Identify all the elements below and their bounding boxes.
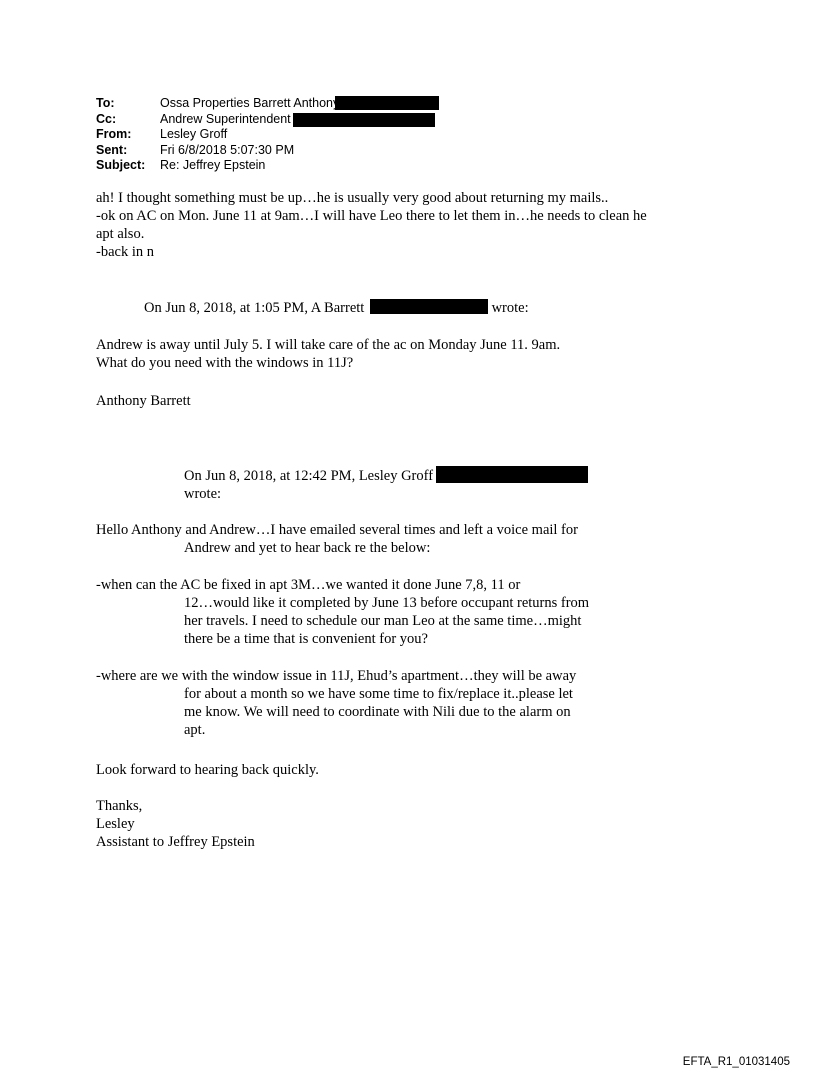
quote-line: there be a time that is convenient for you? (184, 631, 428, 647)
subject-row (96, 158, 439, 174)
attribution-text: On Jun 8, 2018, at 1:05 PM, A Barrett (144, 300, 365, 316)
quote1-body (96, 336, 560, 372)
quote1-signature: Anthony Barrett (96, 393, 191, 409)
quote2-attribution (184, 466, 588, 503)
reply-line: apt also. (96, 226, 145, 242)
to-label: To: (96, 96, 115, 110)
signature-thanks: Thanks, (96, 798, 143, 814)
redaction-box (436, 466, 588, 483)
subject-value: Re: Jeffrey Epstein (160, 158, 266, 172)
quote2-greeting (96, 521, 578, 557)
quote-line: What do you need with the windows in 11J? (96, 355, 354, 371)
from-label: From: (96, 127, 132, 141)
cc-value: Andrew Superintendent (160, 111, 291, 126)
quote-line: Andrew and yet to hear back re the below: (184, 540, 431, 556)
quote-line: -when can the AC be fixed in apt 3M…we wanted it done June 7,8, 11 or (96, 577, 521, 593)
quote2-ac-paragraph (96, 576, 589, 648)
reply-line: ah! I thought something must be up…he is usually very good about returning my mails.. (96, 190, 609, 206)
to-row (96, 96, 439, 112)
quote-line: Hello Anthony and Andrew…I have emailed several times and left a voice mail for (96, 522, 578, 538)
quote-line: apt. (184, 722, 206, 738)
subject-label: Subject: (96, 158, 146, 172)
reply-body (96, 189, 647, 261)
quote-line: 12…would like it completed by June 13 before occupant returns from (184, 595, 590, 611)
cc-label: Cc: (96, 111, 117, 126)
from-value: Lesley Groff (160, 127, 228, 141)
quote-line: -where are we with the window issue in 11J, Ehud’s apartment…they will be away (96, 668, 577, 684)
quote-line: for about a month so we have some time to fix/replace it..please let (184, 686, 573, 702)
cc-row (96, 112, 439, 128)
from-row (96, 127, 439, 143)
to-value: Ossa Properties Barrett Anthony (160, 96, 340, 110)
quote2-window-paragraph (96, 667, 576, 739)
sent-value: Fri 6/8/2018 5:07:30 PM (160, 142, 295, 157)
quote-line: her travels. I need to schedule our man Leo at the same time…might (184, 613, 582, 629)
quote2-closing: Look forward to hearing back quickly. (96, 762, 319, 778)
sent-label: Sent: (96, 142, 128, 157)
signature-title: Assistant to Jeffrey Epstein (96, 834, 255, 850)
quote-line: Andrew is away until July 5. I will take care of the ac on Monday June 11. 9am. (96, 337, 561, 353)
quote-line: me know. We will need to coordinate with Nili due to the alarm on (184, 704, 571, 720)
document-id: EFTA_R1_01031405 (682, 1056, 790, 1068)
quote1-attribution (144, 299, 529, 317)
attribution-wrote: wrote: (491, 300, 529, 316)
reply-line: -back in n (96, 244, 154, 260)
redaction-box (293, 113, 435, 127)
attribution-text: On Jun 8, 2018, at 12:42 PM, Lesley Groff (184, 468, 434, 484)
signature-block (96, 797, 255, 851)
redaction-box (335, 96, 439, 110)
sent-row (96, 143, 439, 159)
reply-line: -ok on AC on Mon. June 11 at 9am…I will have Leo there to let them in…he needs to clean he (96, 208, 647, 224)
attribution-wrote: wrote: (184, 486, 222, 502)
email-header (96, 96, 439, 174)
redaction-box (370, 299, 488, 314)
signature-name: Lesley (96, 816, 135, 832)
